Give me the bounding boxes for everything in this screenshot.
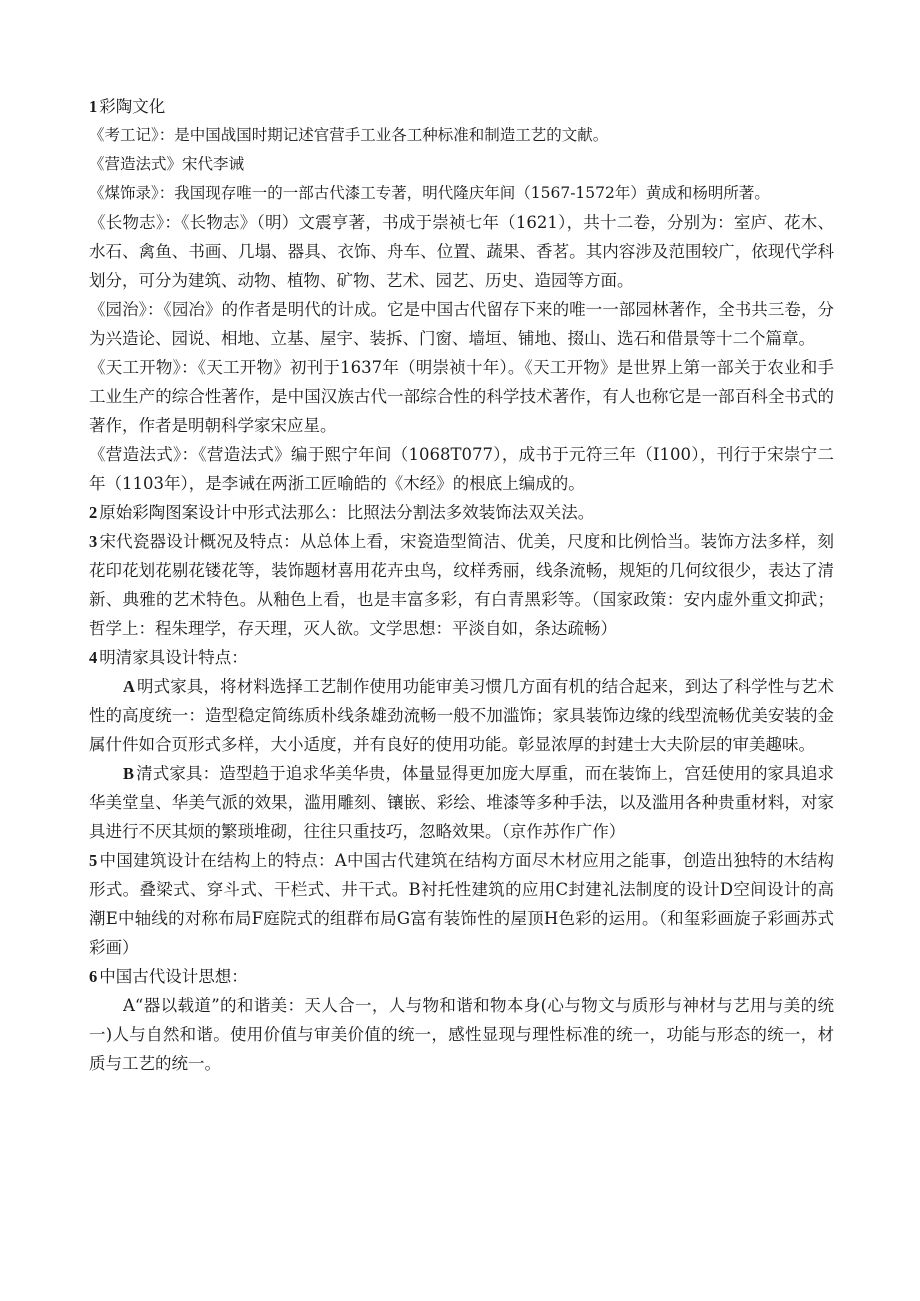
- heading-5: [89, 846, 834, 962]
- paragraph-yingzao-long: 《营造法式》：《营造法式》编于熙宁年间（1068T077），成书于元符三年（I100），刊行于宋崇宁二年（1103年），是李诫在两浙工匠喻皓的《木经》的根底上编成的。: [89, 445, 834, 493]
- paragraph-4b: [89, 759, 834, 846]
- paragraph-tiangong: 《天工开物》：《天工开物》初刊于1637年（明崇祯十年）。《天工开物》是世界上第一部关于农业和手工业生产的综合性著作，是中国汉族古代一部综合性的科学技术著作，有人也称它是一部百科全书式的著作，作者是明朝科学家宋应星。: [89, 358, 834, 435]
- document-page: [89, 92, 834, 1078]
- heading-3: [89, 527, 834, 643]
- subsection-letter: A: [123, 677, 135, 696]
- section-number: 3: [89, 532, 98, 551]
- paragraph-kaogongji: 《考工记》：是中国战国时期记述官营手工业各工种标准和制造工艺的文献。: [89, 126, 609, 144]
- paragraph-yingzao-short: 《营造法式》宋代李诫: [89, 155, 245, 173]
- section-number: 5: [89, 851, 98, 870]
- section-number: 1: [89, 97, 98, 116]
- paragraph-6a: A“器以载道”的和谐美：天人合一，人与物和谐和物本身(心与物文与质形与神材与艺用与美的统一)人与自然和谐。使用价值与审美价值的统一，感性显现与理性标准的统一，功能与形态的统一，材质与工艺的统一。: [89, 996, 834, 1073]
- heading-2: [89, 498, 834, 527]
- heading-1: [89, 92, 834, 121]
- subsection-text: 清式家具：造型趋于追求华美华贵，体量显得更加庞大厚重，而在装饰上，宫廷使用的家具追求华美堂皇、华美气派的效果，滥用雕刻、镶嵌、彩绘、堆漆等多种手法，以及滥用各种贵重材料，对家具进行不厌其烦的繁琐堆砌，往往只重技巧，忽略效果。（京作苏作广作）: [89, 764, 834, 841]
- section-text: 原始彩陶图案设计中形式法那么：比照法分割法多效装饰法双关法。: [99, 503, 595, 522]
- section-number: 4: [89, 648, 98, 667]
- paragraph-zhangwuzhi: 《长物志》：《长物志》（明）文震亨著，书成于崇祯七年（1621），共十二卷，分别为：室庐、花木、水石、禽鱼、书画、几塌、器具、衣饰、舟车、位置、蔬果、香茗。其内容涉及范围较广，依现代学科划分，可分为建筑、动物、植物、矿物、艺术、园艺、历史、造园等方面。: [89, 213, 834, 290]
- paragraph-4a: [89, 672, 834, 759]
- section-text: 宋代瓷器设计概况及特点：从总体上看，宋瓷造型简洁、优美，尺度和比例恰当。装饰方法多样，刻花印花划花剔花镂花等，装饰题材喜用花卉虫鸟，纹样秀丽，线条流畅，规矩的几何纹很少，表达了清新、典雅的艺术特色。从釉色上看，也是丰富多彩，有白青黑彩等。（国家政策：安内虚外重文抑武；哲学上：程朱理学，存天理，灭人欲。文学思想：平淡自如，条达疏畅）: [89, 532, 834, 638]
- subsection-letter: B: [123, 764, 135, 783]
- paragraph-meishilu: 《煤饰录》：我国现存唯一的一部古代漆工专著，明代隆庆年间（1567-1572年）黄成和杨明所著。: [89, 184, 770, 202]
- section-number: 6: [89, 967, 98, 986]
- subsection-text: 明式家具，将材料选择工艺制作使用功能审美习惯几方面有机的结合起来，到达了科学性与艺术性的高度统一：造型稳定简练质朴线条雄劲流畅一般不加滥饰；家具装饰边缘的线型流畅优美安装的金属什件如合页形式多样，大小适度，并有良好的使用功能。彰显浓厚的封建士大夫阶层的审美趣味。: [89, 677, 834, 754]
- heading-6: [89, 962, 834, 991]
- paragraph-yuanye: 《园治》：《园冶》的作者是明代的计成。它是中国古代留存下来的唯一一部园林著作，全书共三卷，分为兴造论、园说、相地、立基、屋宇、装拆、门窗、墙垣、铺地、掇山、选石和借景等十二个篇章。: [89, 300, 834, 348]
- section-number: 2: [89, 503, 98, 522]
- section-text: 中国古代设计思想：: [99, 967, 248, 986]
- heading-4: [89, 643, 834, 672]
- section-title: 彩陶文化: [99, 97, 166, 116]
- section-text: 中国建筑设计在结构上的特点：A中国古代建筑在结构方面尽木材应用之能事，创造出独特的木结构形式。叠梁式、穿斗式、干栏式、井干式。B衬托性建筑的应用C封建礼法制度的设计D空间设计的高潮E中轴线的对称布局F庭院式的组群布局G富有装饰性的屋顶H色彩的运用。（和玺彩画旋子彩画苏式彩画）: [89, 851, 834, 957]
- section-text: 明清家具设计特点：: [99, 648, 248, 667]
